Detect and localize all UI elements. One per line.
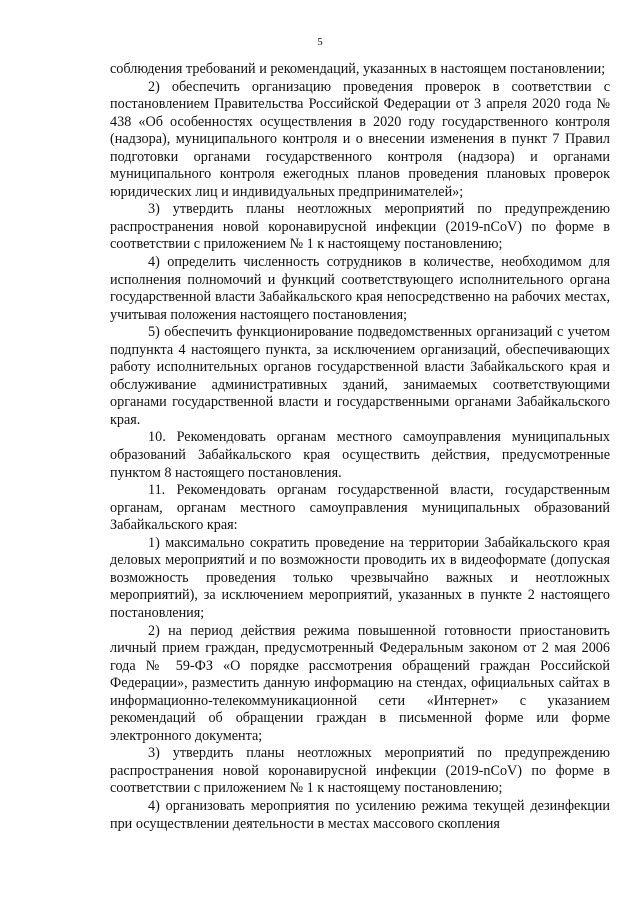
paragraph: 3) утвердить планы неотложных мероприятий по предупреждению распространения новой коронавирусной инфекции (2019-nCoV) по форме в соответствии с приложением № 1 к настоящему постановлению;: [110, 201, 610, 253]
paragraph: 3) утвердить планы неотложных мероприятий по предупреждению распространения новой коронавирусной инфекции (2019-nCoV) по форме в соответствии с приложением № 1 к настоящему постановлению;: [110, 745, 610, 797]
paragraph: 2) обеспечить организацию проведения проверок в соответствии с постановлением Правительства Российской Федерации от 3 апреля 2020 года № 438 «Об особенностях осуществления в 2020 году государственного контроля (надзора), муниципального контроля и о внесении изменения в пункт 7 Правил подготовки органами государственного контроля (надзора) и органами муниципального контроля ежегодных планов проведения плановых проверок юридических лиц и индивидуальных предпринимателей»;: [110, 78, 610, 200]
paragraph: 11. Рекомендовать органам государственной власти, государственным органам, органам местного самоуправления муниципальных образований Забайкальского края:: [110, 482, 610, 534]
paragraph: 4) организовать мероприятия по усилению режима текущей дезинфекции при осуществлении деятельности в местах массового скопления: [110, 797, 610, 832]
paragraph: 4) определить численность сотрудников в количестве, необходимом для исполнения полномочий и функций соответствующего исполнительного органа государственной власти Забайкальского края непосредственно на рабочих местах, учитывая положения настоящего постановления;: [110, 254, 610, 323]
paragraph: 1) максимально сократить проведение на территории Забайкальского края деловых мероприятий и по возможности проводить их в видеоформате (допуская возможность проведения только чрезвычайно важных и неотложных мероприятий), за исключением мероприятий, указанных в пункте 2 настоящего постановления;: [110, 534, 610, 621]
paragraph: 5) обеспечить функционирование подведомственных организаций с учетом подпункта 4 настоящего пункта, за исключением организаций, обеспечивающих работу исполнительных органов государственной власти Забайкальского края и обслуживание административных зданий, занимаемых соответствующими органами государственной власти и государственными органами Забайкальского края.: [110, 324, 610, 428]
document-body: [110, 61, 610, 833]
paragraph: 10. Рекомендовать органам местного самоуправления муниципальных образований Забайкальского края осуществить действия, предусмотренные пунктом 8 настоящего постановления.: [110, 429, 610, 481]
page-number: 5: [317, 36, 323, 48]
paragraph: соблюдения требований и рекомендаций, указанных в настоящем постановлении;: [110, 61, 606, 77]
paragraph: 2) на период действия режима повышенной готовности приостановить личный прием граждан, предусмотренный Федеральным законом от 2 мая 2006 года № 59-ФЗ «О порядке рассмотрения обращений граждан Российской Федерации», разместить данную информацию на стендах, официальных сайтах в информационно-телекоммуникационной сети «Интернет» с указанием рекомендаций об обращении граждан в письменной форме или форме электронного документа;: [110, 622, 610, 744]
